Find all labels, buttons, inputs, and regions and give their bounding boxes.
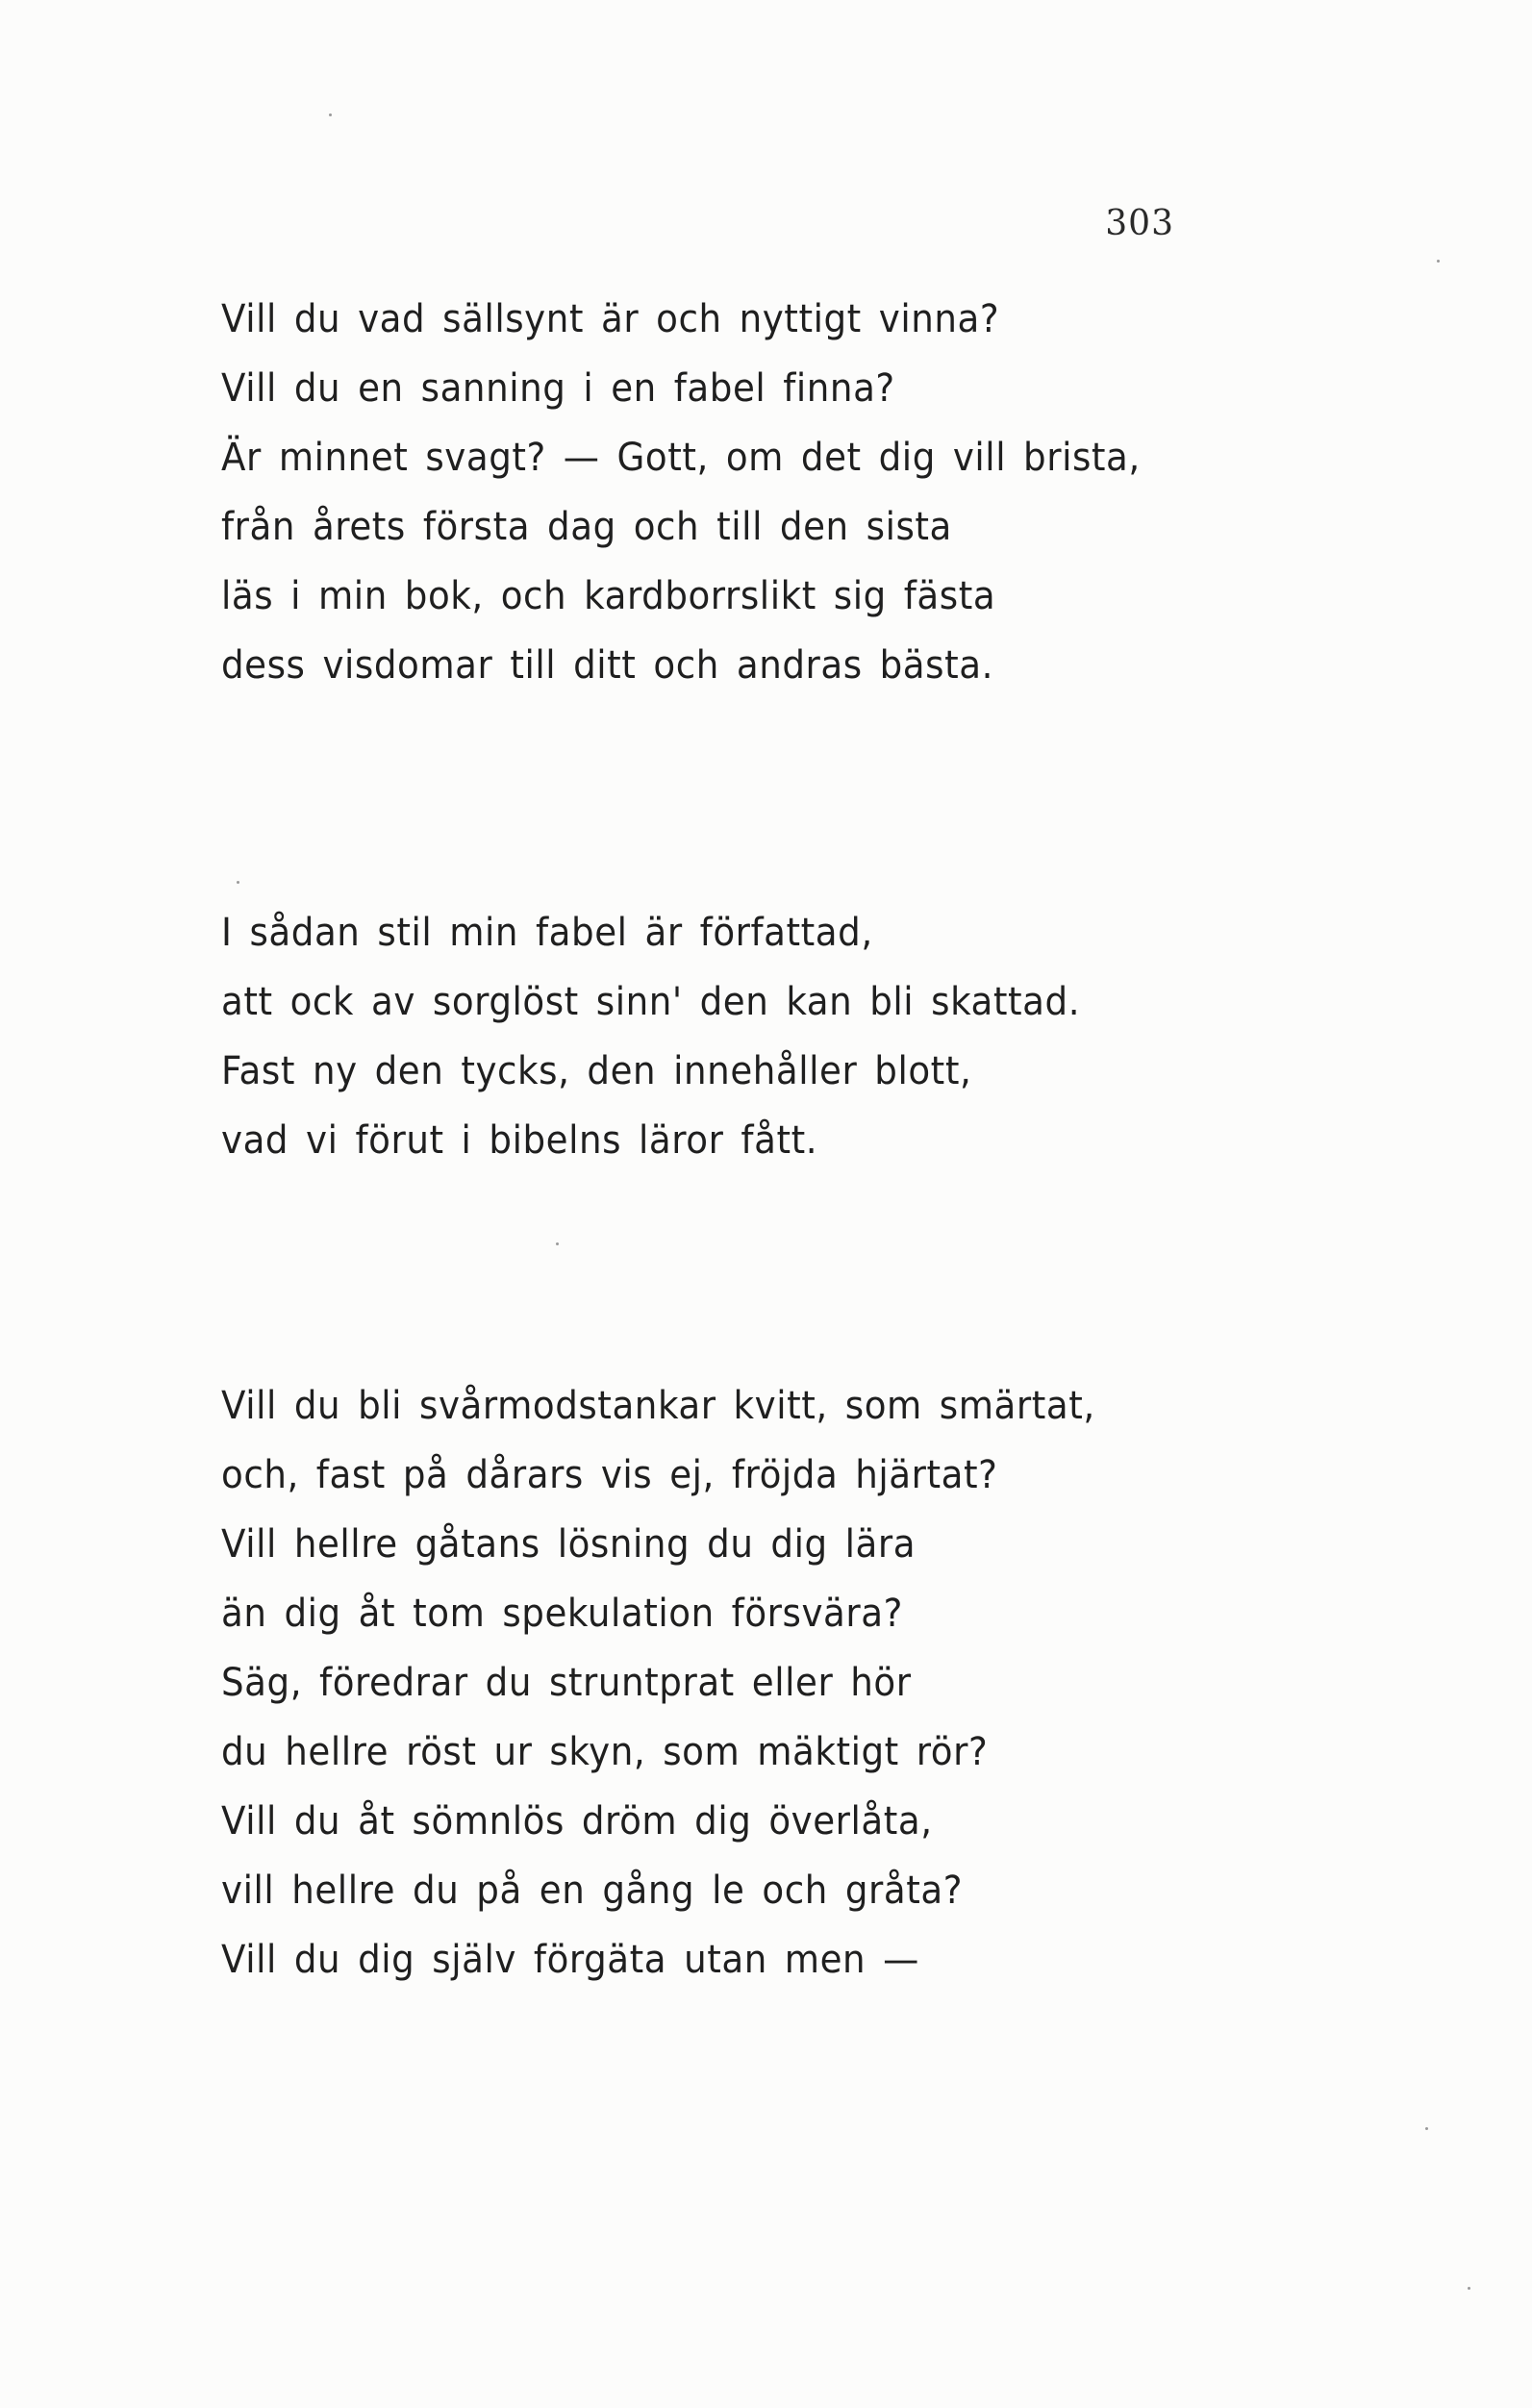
stanza-2 bbox=[221, 898, 1221, 1175]
verse-line: och, fast på dårars vis ej, fröjda hjärtat? bbox=[221, 1453, 998, 1497]
verse-line: Vill hellre gåtans lösning du dig lära bbox=[221, 1522, 917, 1567]
verse-line: vill hellre du på en gång le och gråta? bbox=[221, 1869, 964, 1913]
paper-speck bbox=[1437, 260, 1440, 263]
verse-line: Fast ny den tycks, den innehåller blott, bbox=[221, 1049, 972, 1093]
verse-line: Vill du bli svårmodstankar kvitt, som smärtat, bbox=[221, 1384, 1095, 1428]
paper-speck bbox=[329, 113, 332, 116]
verse-line: från årets första dag och till den sista bbox=[221, 505, 952, 549]
verse-line: att ock av sorglöst sinn' den kan bli skattad. bbox=[221, 980, 1081, 1024]
paper-speck bbox=[556, 1242, 559, 1245]
verse-line: Vill du dig själv förgäta utan men — bbox=[221, 1938, 919, 1982]
verse-line: Vill du åt sömnlös dröm dig överlåta, bbox=[221, 1799, 933, 1844]
paper-speck bbox=[1468, 2287, 1470, 2290]
verse-line: Är minnet svagt? — Gott, om det dig vill brista, bbox=[221, 436, 1141, 480]
paper-speck bbox=[1425, 2127, 1428, 2130]
stanza-3 bbox=[221, 1371, 1221, 1994]
verse-line: vad vi förut i bibelns läror fått. bbox=[221, 1118, 818, 1163]
verse-line: läs i min bok, och kardborrslikt sig fästa bbox=[221, 574, 996, 618]
verse-line: Vill du vad sällsynt är och nyttigt vinna? bbox=[221, 297, 1000, 341]
verse-line: du hellre röst ur skyn, som mäktigt rör? bbox=[221, 1730, 989, 1774]
page-number: 303 bbox=[1105, 204, 1174, 243]
verse-line: än dig åt tom spekulation försvära? bbox=[221, 1592, 903, 1636]
stanza-1 bbox=[221, 285, 1221, 700]
verse-line: Säg, föredrar du struntprat eller hör bbox=[221, 1661, 912, 1705]
paper-speck bbox=[237, 881, 239, 884]
verse-line: Vill du en sanning i en fabel finna? bbox=[221, 366, 895, 411]
verse-line: dess visdomar till ditt och andras bästa. bbox=[221, 643, 993, 688]
verse-line: I sådan stil min fabel är författad, bbox=[221, 911, 873, 955]
